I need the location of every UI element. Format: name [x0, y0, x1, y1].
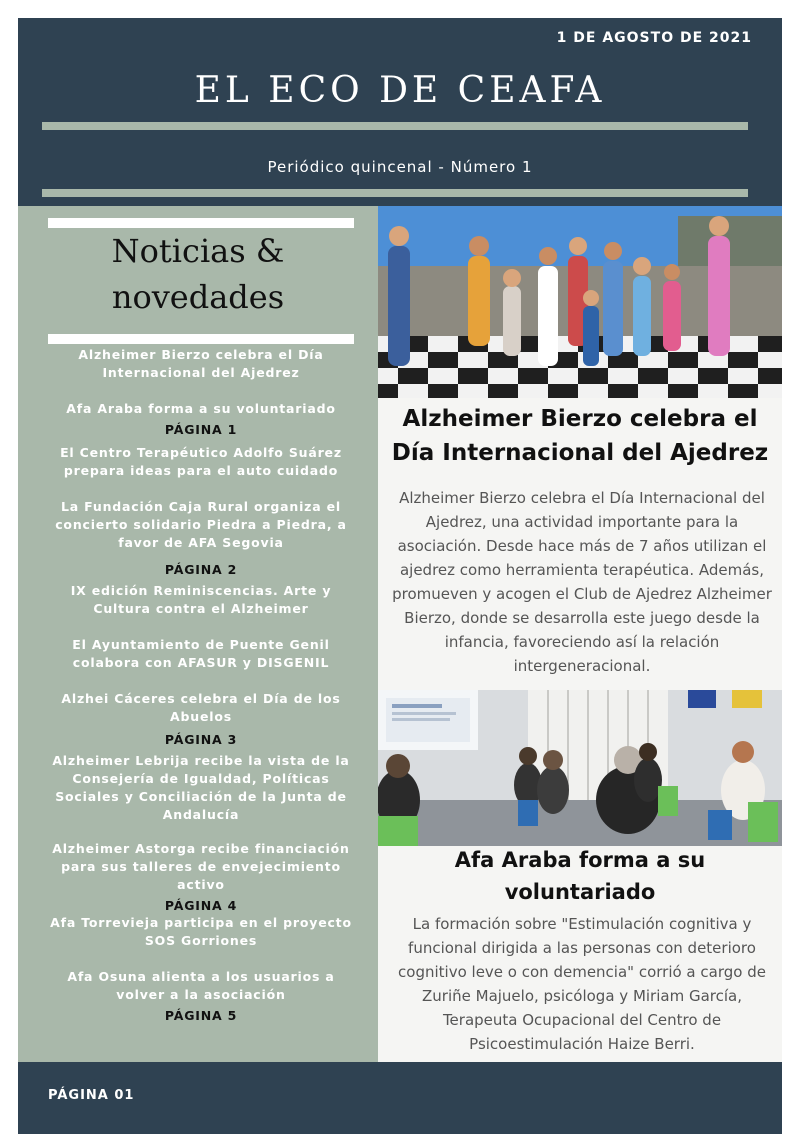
- chess-event-photo: [378, 206, 782, 398]
- news-link[interactable]: El Centro Terapéutico Adolfo Suárez prepara ideas para el auto cuidado: [60, 445, 342, 478]
- article-body: Alzheimer Bierzo celebra el Día Internacional del Ajedrez, una actividad importante para la asociación. Desde hace más de 7 años utilizan el ajedrez como herramienta terapéutica. Además, promueven y acogen el Club de Ajedrez Alzheimer Bierzo, donde se desarrolla este juego desde la infancia, favoreciendo así la relación intergeneracional.: [392, 489, 772, 675]
- issue-date: 1 DE AGOSTO DE 2021: [556, 30, 752, 46]
- page-marker: PÁGINA 2: [164, 562, 238, 577]
- training-session-illustration: [378, 690, 782, 846]
- divider: [42, 122, 748, 130]
- news-link[interactable]: IX edición Reminiscencias. Arte y Cultura contra el Alzheimer: [70, 583, 332, 616]
- page-marker: PÁGINA 1: [164, 422, 238, 437]
- page-marker: PÁGINA 4: [164, 898, 238, 913]
- sidebar-heading-line: novedades: [111, 278, 285, 316]
- page-footer: [18, 1062, 782, 1134]
- news-link[interactable]: Afa Osuna alienta a los usuarios a volver a la asociación: [67, 969, 335, 1002]
- chess-event-illustration: [378, 206, 782, 398]
- page-number: PÁGINA 01: [48, 1088, 135, 1103]
- training-session-photo: [378, 690, 782, 846]
- news-sidebar: [18, 206, 378, 1062]
- sidebar-heading: [18, 228, 378, 320]
- newsletter-page: [18, 18, 782, 1134]
- news-link[interactable]: Alzheimer Bierzo celebra el Día Internacional del Ajedrez: [78, 347, 324, 380]
- news-index: [42, 346, 360, 1024]
- newsletter-title: EL ECO DE CEAFA: [194, 70, 606, 111]
- page-marker: PÁGINA 3: [164, 732, 238, 747]
- divider: [42, 189, 748, 197]
- divider: [48, 218, 354, 228]
- news-link[interactable]: La Fundación Caja Rural organiza el concierto solidario Piedra a Piedra, a favor de AFA Segovia: [55, 499, 347, 550]
- divider: [48, 334, 354, 344]
- article-body: La formación sobre "Estimulación cognitiva y funcional dirigida a las personas con deterioro cognitivo leve o con demencia" corrió a cargo de Zuriñe Majuelo, psicóloga y Miriam García, Terapeuta Ocupacional del Centro de Psicoestimulación Haize Berri.: [398, 915, 766, 1053]
- news-link[interactable]: Afa Torrevieja participa en el proyecto SOS Gorriones: [50, 915, 352, 948]
- article-title: Alzheimer Bierzo celebra el Día Internacional del Ajedrez: [391, 406, 769, 466]
- issue-subtitle: Periódico quincenal - Número 1: [267, 158, 533, 176]
- page-marker: PÁGINA 5: [164, 1008, 238, 1023]
- masthead: [18, 18, 782, 206]
- news-link[interactable]: Alzheimer Astorga recibe financiación para sus talleres de envejecimiento activo: [52, 841, 350, 892]
- news-link[interactable]: El Ayuntamiento de Puente Genil colabora con AFASUR y DISGENIL: [72, 637, 330, 670]
- news-link[interactable]: Afa Araba forma a su voluntariado: [66, 401, 336, 416]
- news-link[interactable]: Alzhei Cáceres celebra el Día de los Abuelos: [61, 691, 341, 724]
- news-link[interactable]: Alzheimer Lebrija recibe la vista de la Consejería de Igualdad, Políticas Sociales y Conciliación de la Junta de Andalucía: [52, 753, 350, 822]
- sidebar-heading-line: Noticias &: [111, 232, 285, 270]
- article-title: Afa Araba forma a su voluntariado: [454, 848, 706, 904]
